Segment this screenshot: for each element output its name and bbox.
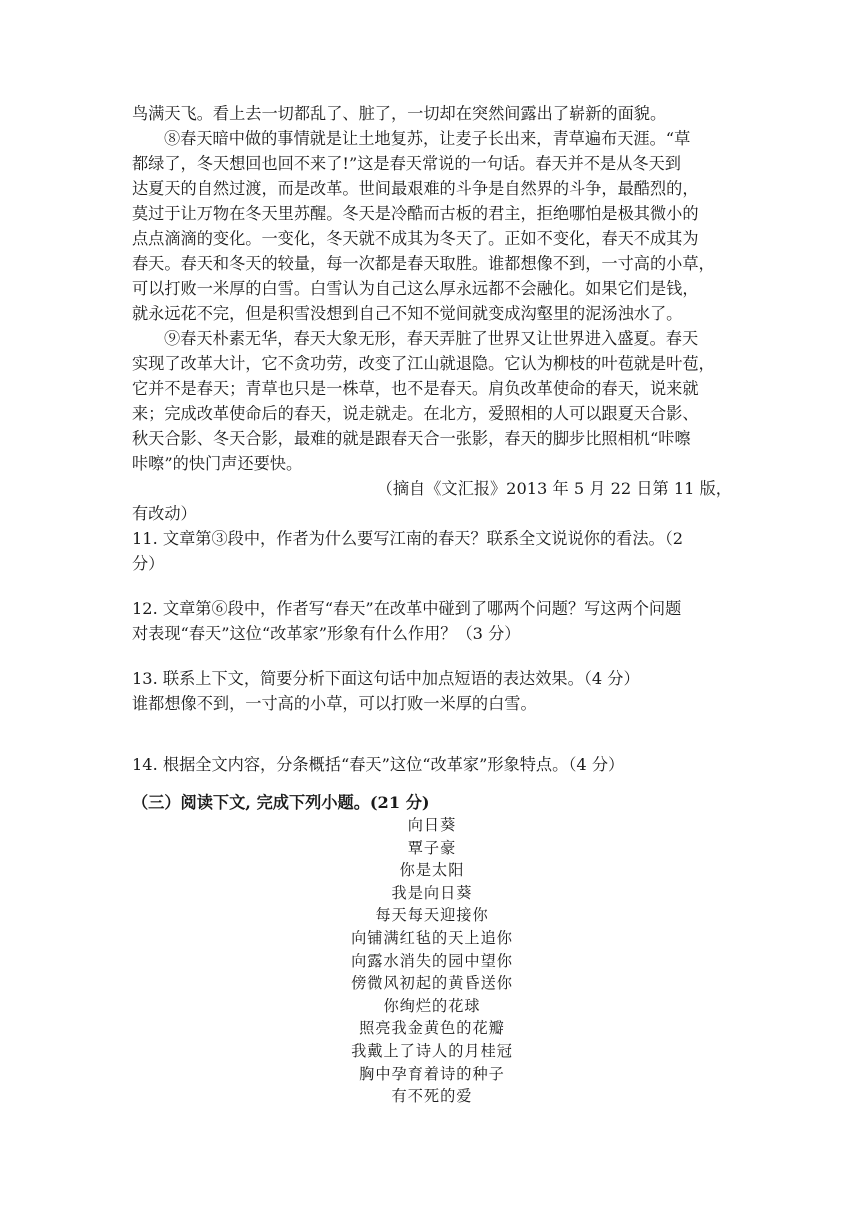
- answer-space: [132, 576, 732, 596]
- question-11: [132, 526, 732, 576]
- poem-line: 向铺满红毡的天上追你: [351, 928, 513, 947]
- passage-line: 达夏天的自然过渡，而是改革。世间最艰难的斗争是自然界的斗争，最酷烈的，: [132, 179, 699, 198]
- poem-line: 向露水消失的园中望你: [351, 951, 513, 970]
- passage-line: 秋天合影、冬天合影，最难的就是跟春天合一张影，春天的脚步比照相机“咔嚓: [132, 429, 691, 448]
- poem-line: 胸中孕育着诗的种子: [359, 1064, 505, 1083]
- poem-line: 我戴上了诗人的月桂冠: [351, 1041, 513, 1060]
- poem-title: 向日葵: [407, 816, 457, 834]
- passage-line: ⑨春天朴素无华，春天大象无形，春天弄脏了世界又让世界进入盛夏。春天: [164, 329, 699, 348]
- poem-author: 覃子豪: [407, 838, 457, 857]
- question-12: [132, 596, 732, 646]
- passage-line: 咔嚓”的快门声还要快。: [132, 454, 303, 473]
- passage-line: 都绿了，冬天想回也回不来了!”这是春天常说的一句话。春天并不是从冬天到: [132, 154, 681, 173]
- passage-body: [132, 101, 732, 777]
- question-text: 分）: [132, 554, 165, 573]
- passage-line: 实现了改革大计，它不贪功劳，改变了江山就退隐。它认为柳枝的叶苞就是叶苞，: [132, 354, 715, 373]
- poem-line: 傍微风初起的黄昏送你: [351, 974, 513, 993]
- passage-line: 可以打败一米厚的白雪。白雪认为自己这么厚永远都不会融化。如果它们是钱，: [132, 279, 699, 298]
- paragraph-9: [132, 326, 732, 476]
- passage-line: 就永远花不完，但是积雪没想到自己不知不觉间就变成沟壑里的泥汤浊水了。: [132, 304, 683, 323]
- source-citation: （摘自《文汇报》2013 年 5 月 22 日第 11 版，: [376, 479, 732, 498]
- passage-line: 鸟满天飞。看上去一切都乱了、脏了，一切却在突然间露出了崭新的面貌。: [132, 104, 667, 123]
- poem-line: 有不死的爱: [391, 1087, 473, 1106]
- poem-line: 每天每天迎接你: [375, 906, 489, 925]
- question-text: 14. 根据全文内容，分条概括“春天”这位“改革家”形象特点。（4 分）: [132, 755, 625, 774]
- passage-line: 它并不是春天；青草也只是一株草，也不是春天。肩负改革使命的春天，说来就: [132, 379, 699, 398]
- poem-line: 我是向日葵: [391, 883, 473, 902]
- question-text: 对表现“春天”这位“改革家”形象有什么作用？（3 分）: [132, 624, 521, 643]
- answer-space: [132, 716, 732, 752]
- question-13: [132, 666, 732, 716]
- poem-line: 你绚烂的花球: [383, 996, 481, 1015]
- paragraph-8: [132, 126, 732, 326]
- answer-space: [132, 646, 732, 666]
- passage-line: ⑧春天暗中做的事情就是让土地复苏，让麦子长出来，青草遍布天涯。“草: [164, 129, 691, 148]
- question-text: 13. 联系上下文，简要分析下面这句话中加点短语的表达效果。（4 分）: [132, 669, 640, 688]
- question-14: [132, 752, 732, 777]
- question-text: 11. 文章第③段中，作者为什么要写江南的春天？联系全文说说你的看法。（2: [132, 529, 684, 548]
- poem-line: 照亮我金黄色的花瓣: [359, 1019, 505, 1038]
- question-text: 12. 文章第⑥段中，作者写“春天”在改革中碰到了哪两个问题？写这两个问题: [132, 599, 682, 618]
- source-citation-continued: 有改动）: [132, 504, 197, 523]
- passage-line: 来；完成改革使命后的春天，说走就走。在北方，爱照相的人可以跟夏天合影、: [132, 404, 699, 423]
- quoted-sentence: 谁都想像不到，一寸高的小草，可以打败一米厚的白雪。: [132, 694, 537, 713]
- passage-line: 点点滴滴的变化。一变化，冬天就不成其为冬天了。正如不变化，春天不成其为: [132, 229, 699, 248]
- passage-line: 莫过于让万物在冬天里苏醒。冬天是冷酷而古板的君主，拒绝哪怕是极其微小的: [132, 204, 699, 223]
- poem-line: 你是太阳: [399, 861, 465, 880]
- passage-line: 春天。春天和冬天的较量，每一次都是春天取胜。谁都想像不到，一寸高的小草，: [132, 254, 715, 273]
- section-3-heading: （三）阅读下文, 完成下列小题。(21 分): [132, 793, 430, 812]
- poem-block: [132, 814, 732, 1108]
